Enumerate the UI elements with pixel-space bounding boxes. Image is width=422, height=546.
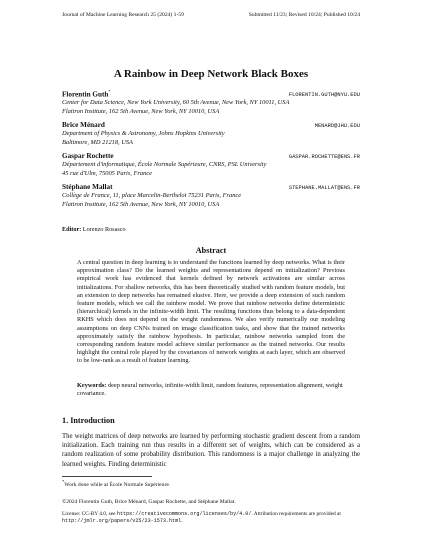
submission-dates: Submitted 11/23; Revised 10/24; Published 10/24 [248,12,360,18]
footnote-divider [62,476,152,477]
editor-line [62,226,126,233]
license-middle: . Attribution requirements are provided at [251,511,341,517]
keywords-text: deep neural networks, infinite-width limit, random features, representation alignment, weight covariance. [77,382,343,398]
author-name: Brice Ménard [62,121,105,130]
footnote-text: Work done while at École Normale Supérieure. [64,481,171,488]
journal-info: Journal of Machine Learning Research 25 (2024) 1-59 [62,12,184,18]
author-name: Gaspar Rochette [62,152,114,161]
editor-name: Lorenzo Rosasco [82,226,126,233]
author-name: Stéphane Mallat [62,183,113,192]
author-affiliation: Département d'informatique, École Normale Supérieure, CNRS, PSL University [62,161,267,169]
copyright-line: ©2024 Florentin Guth, Brice Ménard, Gaspar Rochette, and Stéphane Mallat. [62,499,236,505]
author-block [62,183,360,209]
license-link[interactable]: https://creativecommons.org/licenses/by/4.0/ [116,511,252,517]
author-affiliation: Baltimore, MD 21218, USA [62,139,133,147]
license-suffix: . [181,518,183,525]
abstract-heading: Abstract [195,246,227,255]
paper-link[interactable]: http://jmlr.org/papers/v25/23-1573.html [62,518,182,525]
footnote [62,479,170,488]
abstract-text: A central question in deep learning is to understand the functions learned by deep networks. What is their approximation class? Do the learned weights and representations depend on initialization? Previous empirical work has evidenced that kernels defined by network activations are similar across initializations. For shallow networks, this has been theoretically studied with random feature models, but an extension to deep networks has remained elusive. Here, we provide a deep extension of such random feature models, which we call the rainbow model. We prove that rainbow networks define deterministic (hierarchical) kernels in the infinite-width limit. The resulting functions thus belong to a data-dependent RKHS which does not depend on the weight randomness. We also verify numerically our modeling assumptions on deep CNNs trained on image classification tasks, and show that the trained networks approximately satisfy the rainbow hypothesis. In particular, rainbow networks sampled from the corresponding random feature model achieve similar performance as the trained networks. Our results highlight the central role played by the covariances of network weights at each layer, which are observed to be low-rank as a result of feature learning. [77,259,345,365]
author-email: GASPAR.ROCHETTE@ENS.FR [288,154,360,161]
author-block [62,121,360,147]
author-email: MENARD@JHU.EDU [314,123,360,130]
editor-label: Editor: [62,226,82,233]
footnote-marker: * [108,89,111,94]
license-prefix: License: CC-BY 4.0, see [62,511,117,517]
author-affiliation: Department of Physics & Astronomy, Johns Hopkins University [62,130,225,138]
author-affiliation: Flatiron Institute, 162 5th Avenue, New York, NY 10010, USA [62,108,220,116]
keywords-line [77,382,345,398]
paper-title: A Rainbow in Deep Network Black Boxes [113,68,309,80]
license-line [62,511,360,526]
keywords-label: Keywords: [77,382,107,389]
author-affiliation: 45 rue d'Ulm, 75005 Paris, France [62,170,152,178]
author-affiliation: Center for Data Science, New York University, 60 5th Avenue, New York, NY 10011, USA [62,99,290,107]
author-affiliation: Collège de France, 11, place Marcelin-Berthelot 75231 Paris, France [62,192,242,200]
author-email: FLORENTIN.GUTH@NYU.EDU [288,92,360,99]
section-text: The weight matrices of deep networks are learned by performing stochastic gradient descent from a random initialization. Each training run thus results in a different set of weights, which can be considered as a random realization of some probability distribution. This randomness is a major challenge in analyzing the learned weights. Finding deterministic [62,433,360,468]
section-heading: 1. Introduction [62,416,115,425]
author-name: Florentin Guth* [62,89,111,99]
author-block [62,152,360,178]
author-email: STEPHANE.MALLAT@ENS.FR [288,185,360,192]
footnote-marker: * [62,479,65,484]
author-block [62,89,360,116]
journal-header [62,12,360,18]
author-list [62,89,360,214]
author-affiliation: Flatiron Institute, 162 5th Avenue, New York, NY 10010, USA [62,201,220,209]
